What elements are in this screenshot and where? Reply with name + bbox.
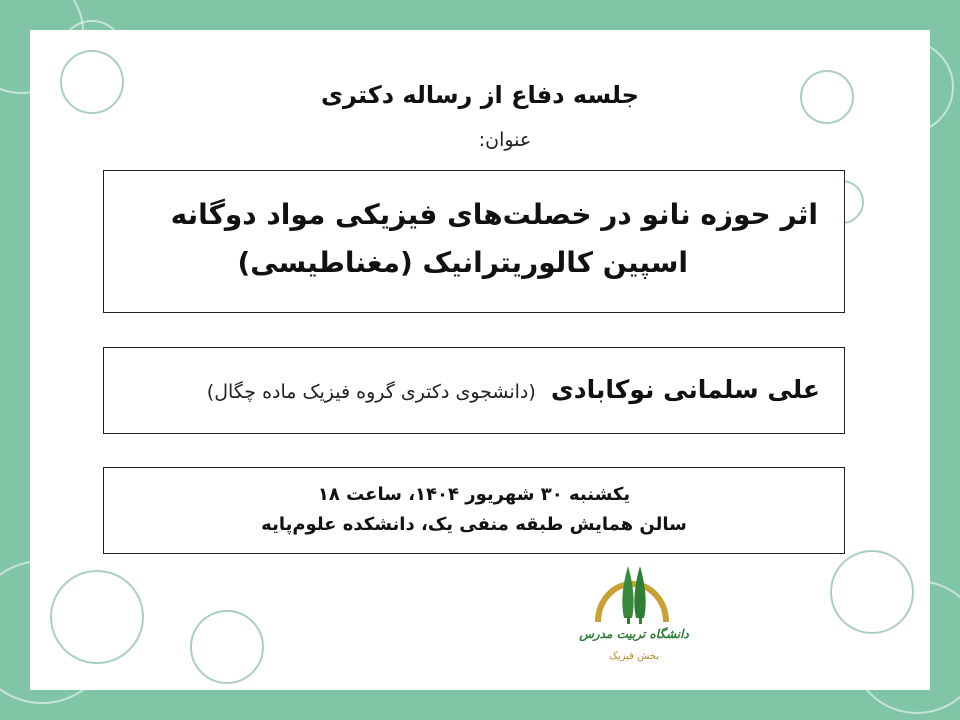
event-datetime: یکشنبه ۳۰ شهریور ۱۴۰۴، ساعت ۱۸ bbox=[317, 484, 631, 505]
decorative-circle bbox=[830, 550, 914, 634]
event-details-box bbox=[103, 467, 845, 554]
university-logo-icon bbox=[590, 560, 674, 626]
thesis-title-box bbox=[103, 170, 845, 313]
decorative-circle bbox=[50, 570, 144, 664]
presenter-box bbox=[103, 347, 845, 434]
presenter-affiliation: (دانشجوی دکتری گروه فیزیک ماده چگال) bbox=[206, 381, 536, 403]
thesis-title-line1: اثر حوزه نانو در خصلت‌های فیزیکی مواد دوگانه bbox=[170, 198, 818, 231]
university-name: دانشگاه تربیت مدرس bbox=[579, 627, 689, 641]
title-label: عنوان: bbox=[478, 129, 532, 151]
department-name: بخش فیزیک bbox=[608, 651, 660, 662]
thesis-title-line2: اسپین کالوریترانیک (مغناطیسی) bbox=[237, 246, 688, 279]
event-location: سالن همایش طبقه منفی یک، دانشکده علوم‌پایه bbox=[261, 514, 687, 535]
decorative-circle bbox=[190, 610, 264, 684]
page-title: جلسه دفاع از رساله دکتری bbox=[321, 81, 639, 109]
presenter-name: علی سلمانی نوکابادی bbox=[550, 375, 820, 404]
